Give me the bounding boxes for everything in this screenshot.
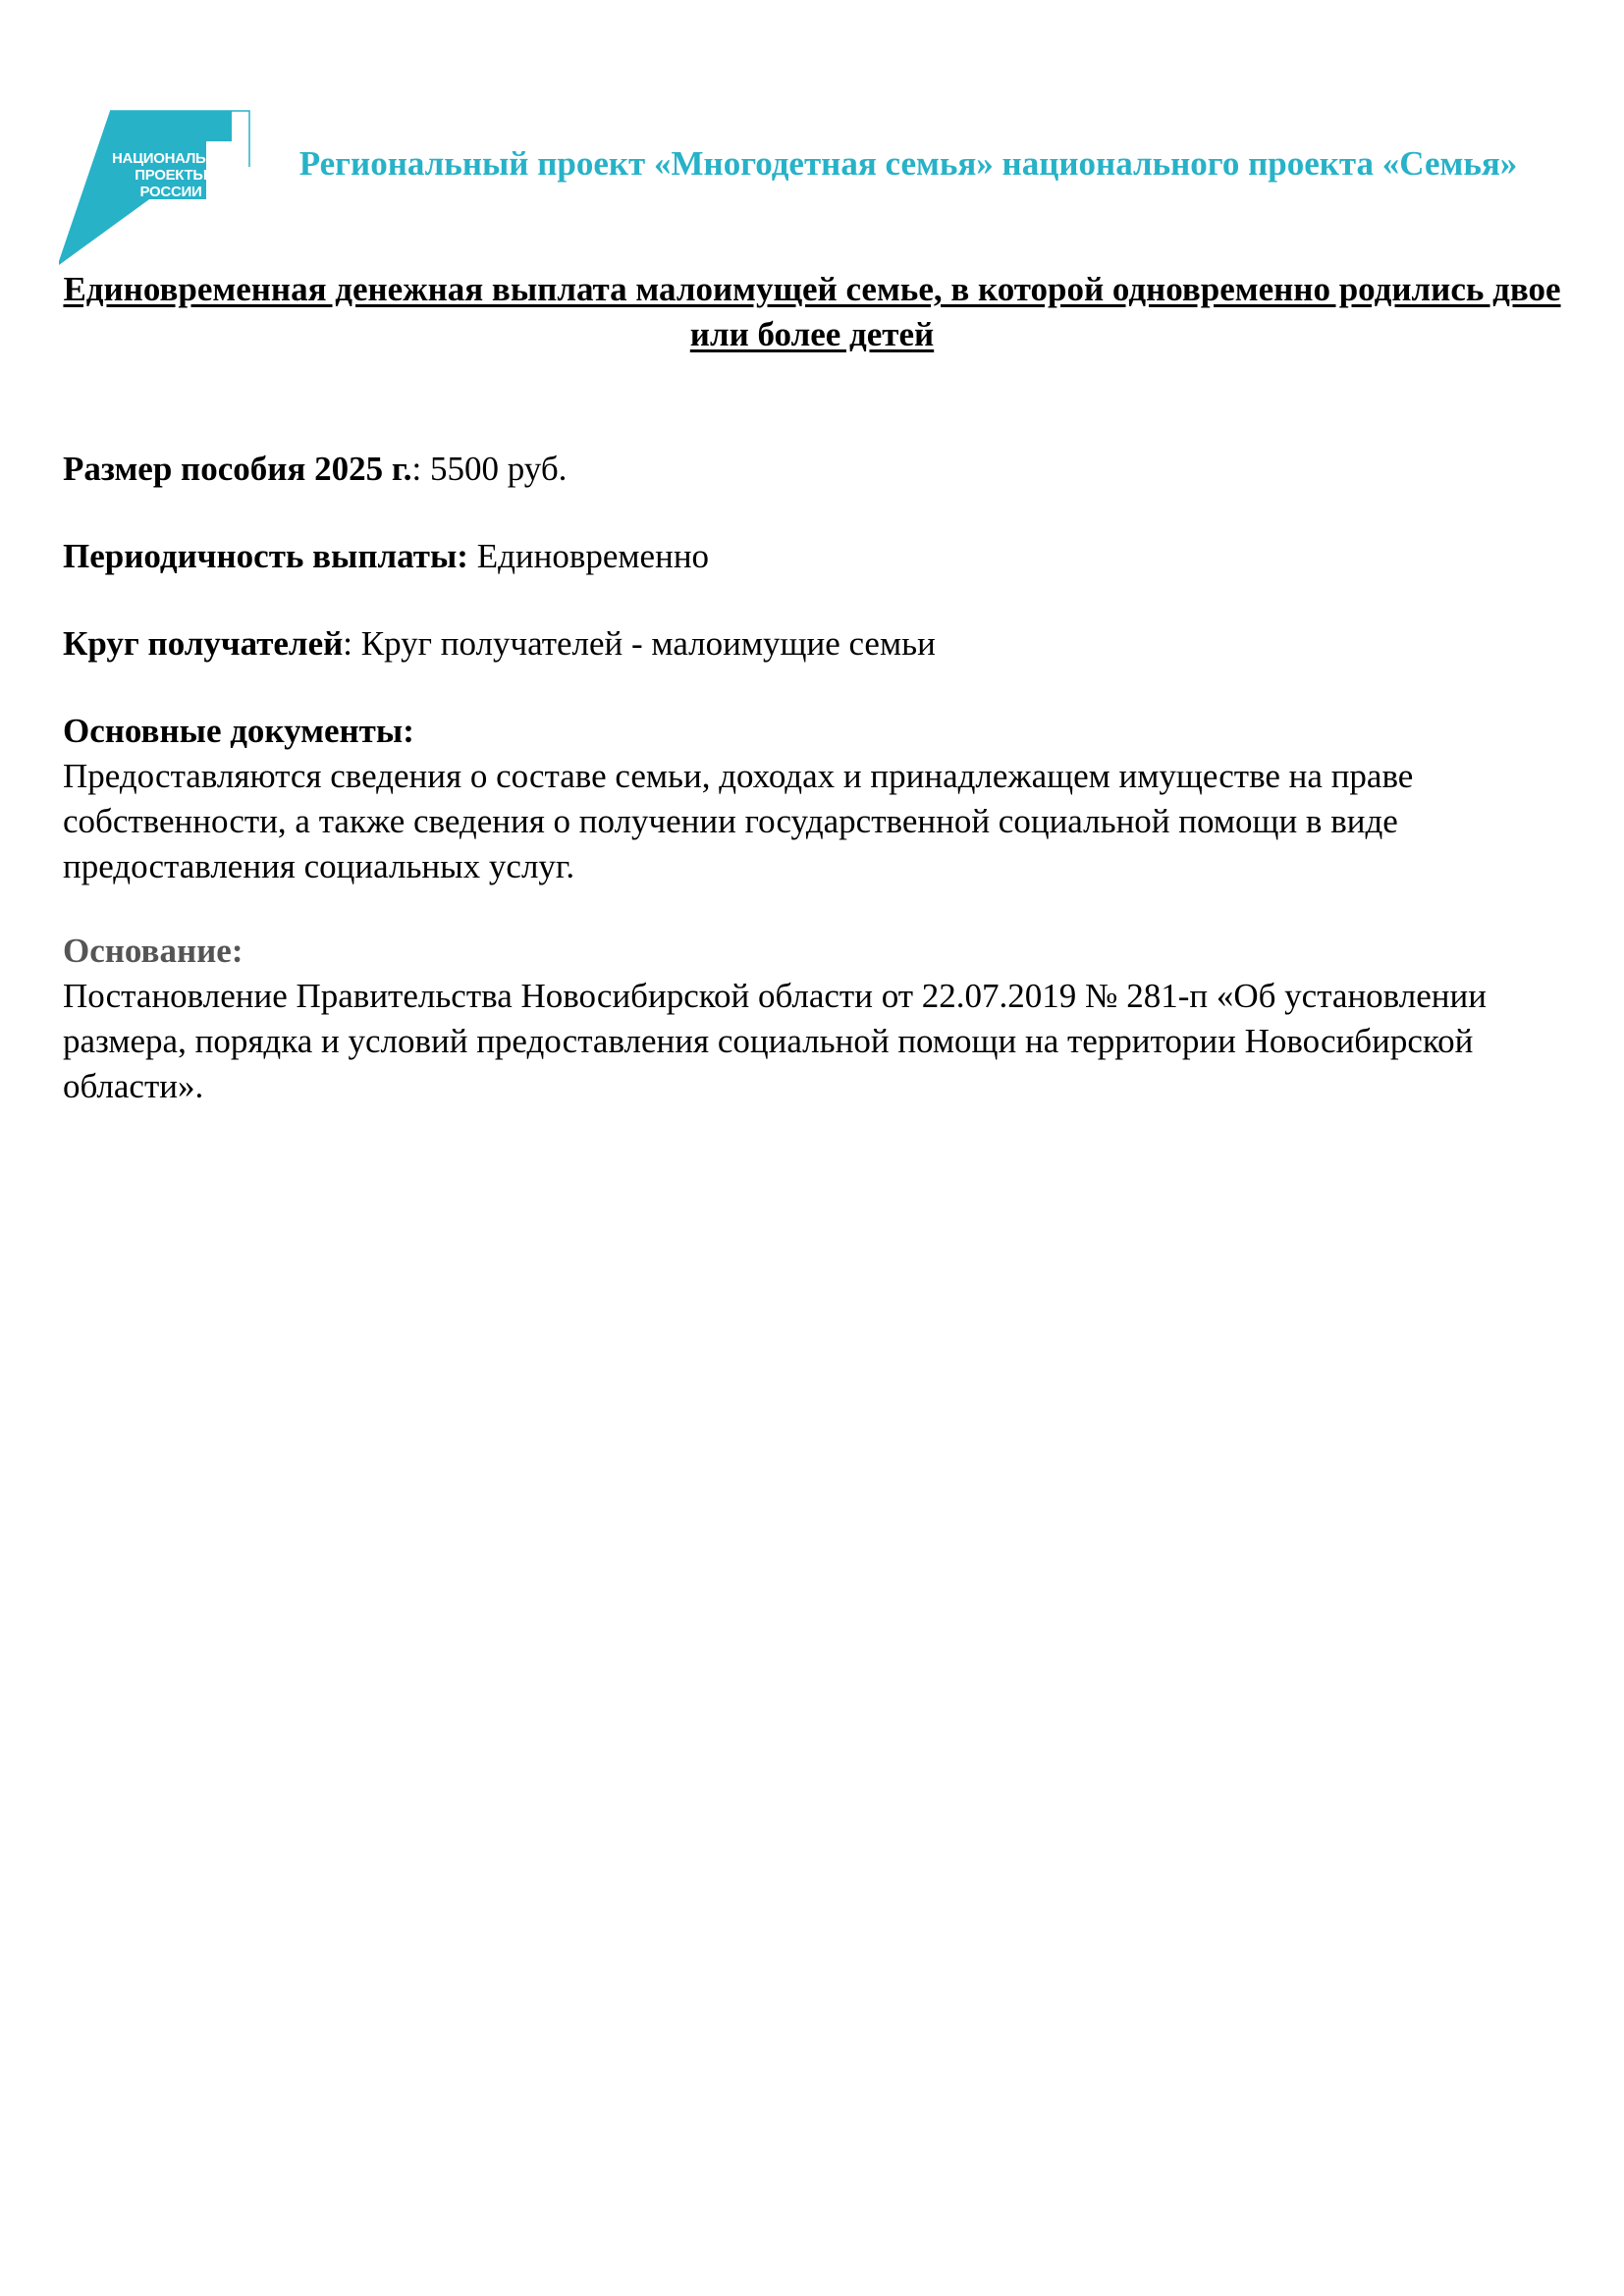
payment-periodicity-label: Периодичность выплаты:	[63, 537, 468, 575]
legal-basis-label: Основание:	[63, 932, 244, 970]
logo-line-3: РОССИИ	[139, 184, 202, 200]
payment-periodicity-value: Единовременно	[467, 537, 710, 575]
payment-periodicity	[63, 534, 1575, 579]
national-projects-logo	[59, 106, 251, 265]
benefit-amount-label: Размер пособия 2025 г.	[63, 450, 412, 488]
logo-line-1: НАЦИОНАЛЬНЫЕ	[112, 150, 241, 167]
legal-basis-text: Постановление Правительства Новосибирской области от 22.07.2019 № 281-п «Об установлении размера, порядка и условий предоставления социальной помощи на территории Новосибирской области».	[63, 977, 1487, 1105]
recipients-value: : Круг получателей - малоимущие семьи	[343, 624, 936, 663]
main-documents-text: Предоставляются сведения о составе семьи, доходах и принадлежащем имуществе на праве собственности, а также сведения о получении государственной социальной помощи в виде предоставления социальных услуг.	[63, 757, 1414, 885]
document-title: Единовременная денежная выплата малоимущей семье, в которой одновременно родились двое или более детей	[63, 270, 1561, 353]
recipients	[63, 621, 1575, 667]
main-documents-label: Основные документы:	[63, 712, 414, 750]
logo-top-label: СЕМЬЯ	[179, 124, 225, 138]
project-title: Региональный проект «Многодетная семья» национального проекта «Семья»	[298, 144, 1518, 183]
main-documents	[63, 709, 1575, 889]
logo-line-2: ПРОЕКТЫ	[135, 167, 207, 184]
legal-basis	[63, 929, 1575, 1109]
benefit-amount-value: : 5500 руб.	[411, 450, 568, 488]
benefit-amount	[63, 447, 1575, 492]
recipients-label: Круг получателей	[63, 624, 344, 663]
